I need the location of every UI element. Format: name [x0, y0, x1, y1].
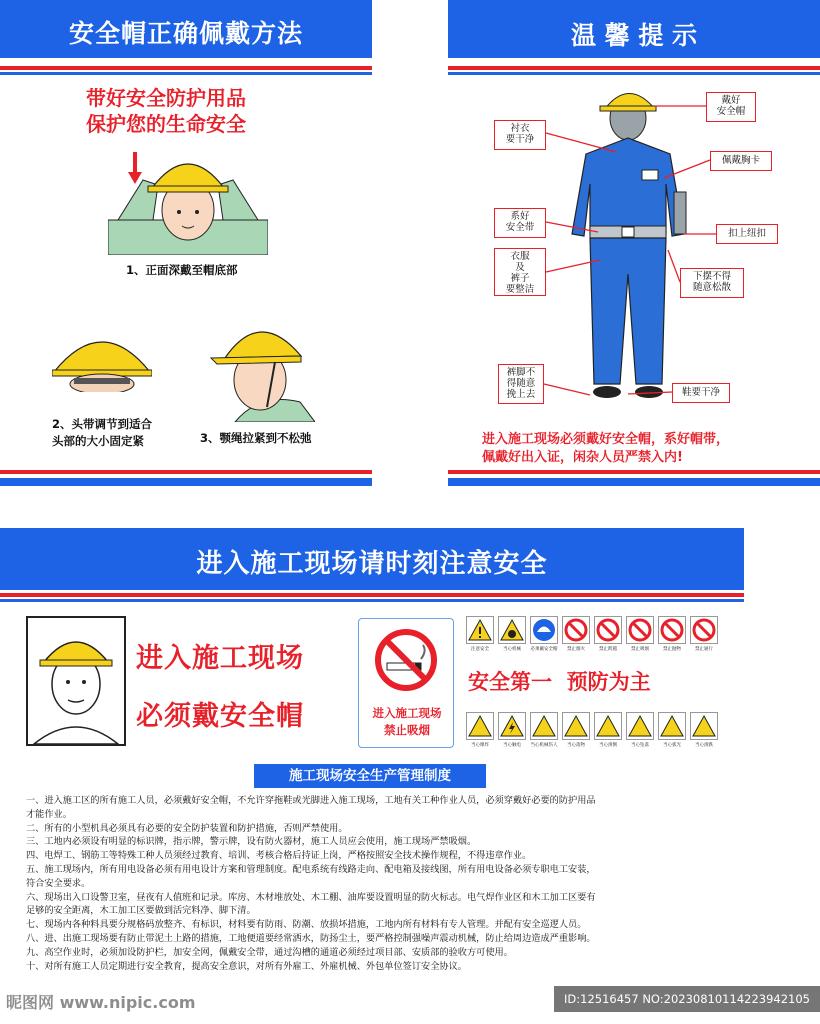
helmet-required-line-1: 进入施工现场: [136, 643, 304, 674]
callout-belt: 系好 安全带: [494, 208, 546, 238]
notice-line-2: 佩戴好出入证，闲杂人员严禁入内!: [482, 450, 683, 465]
no-smoking-card: [358, 618, 454, 748]
no-smoking-line-2: 禁止吸烟: [384, 723, 430, 737]
sign-caution-explosion: 当心爆炸: [466, 712, 494, 752]
warning-triangle-icon: [531, 713, 557, 739]
callout-shirt: 衬衣 要干净: [494, 120, 546, 150]
prohibition-icon: [691, 617, 717, 643]
panel-site-safety-title: 进入施工现场请时刻注意安全: [0, 528, 744, 590]
sign-must-wear-helmet: 必须戴安全帽: [530, 616, 558, 656]
divider-stripe: [0, 72, 372, 75]
sign-caution-general: 注意安全: [466, 616, 494, 656]
warning-triangle-icon: [467, 617, 493, 643]
warning-triangle-icon: [691, 713, 717, 739]
prohibition-icon: [659, 617, 685, 643]
step2-caption-line-2: 头部的大小固定紧: [52, 434, 144, 448]
sign-no-passage: 禁止通行: [690, 616, 718, 656]
rule-item: 八、进、出施工现场要有防止带泥土上路的措施，工地便道要经常洒水，防扬尘土，要严格控制强噪声震动机械，防止给周边造成严重影响。: [26, 932, 596, 944]
rule-item: 九、高空作业时，必须加设防护栏，加安全网，佩戴安全带，通过沟槽的通道必须经过项目部、安质部的验收方可使用。: [26, 946, 513, 958]
sign-caution-falling-objects: 当心落物: [562, 712, 590, 752]
warning-triangle-icon: [499, 713, 525, 739]
divider-stripe: [448, 478, 820, 486]
warning-triangle-icon: [659, 713, 685, 739]
sign-no-throwing: 禁止抛物: [658, 616, 686, 656]
prohibition-icon: [595, 617, 621, 643]
sign-no-fire: 禁止烟火: [562, 616, 590, 656]
sign-caution-slippery: 当心滑跌: [690, 712, 718, 752]
panel-helmet-method-title: 安全帽正确佩戴方法: [0, 0, 372, 58]
arrow-down-icon: [128, 152, 142, 184]
rule-item: 一、进入施工区的所有施工人员，必须戴好安全帽，不允许穿拖鞋或光脚进入施工现场，工地有关工种作业人员，必须穿戴好必要的防护用品: [26, 795, 596, 806]
slogan-line-2: 保护您的生命安全: [86, 112, 246, 136]
prohibition-icon: [627, 617, 653, 643]
step2-caption-line-1: 2、头带调节到适合: [52, 417, 153, 431]
safety-first-slogan: 安全第一 预防为主: [468, 670, 651, 694]
callout-shoes: 鞋要干净: [672, 383, 730, 403]
no-smoking-icon: [373, 627, 439, 693]
helmet-mandatory-icon: [531, 617, 557, 643]
sign-caution-machine-injury: 当心机械伤人: [530, 712, 558, 752]
worker-portrait-illustration: [28, 618, 124, 744]
rule-item: 六、现场出入口设警卫室，昼夜有人值班和记录。库房、木材堆放处、木工棚、油库要设置明显的防火标志。电气焊作业区和木工加工区要有: [26, 891, 596, 903]
no-smoking-line-1: 进入施工现场: [372, 706, 442, 720]
safety-signs-top-row: [466, 616, 722, 656]
sign-caution-arc-light: 当心弧光: [658, 712, 686, 752]
sign-caution-electric: 当心触电: [498, 712, 526, 752]
panel-site-safety: [0, 528, 744, 1024]
rule-item: 才能作业。: [26, 808, 72, 820]
watermark-site: 昵图网 www.nipic.com: [6, 993, 196, 1012]
callout-clothes: 衣服 及 裤子 要整洁: [494, 248, 546, 296]
sign-caution-machinery: 当心机械: [498, 616, 526, 656]
warning-triangle-icon: [499, 617, 525, 643]
divider-stripe: [0, 599, 744, 602]
callout-trouser: 裤脚不 得随意 挽上去: [498, 364, 544, 404]
rule-item: 五、施工现场内，所有用电设备必须有用电设计方案和管理制度。配电系统有线路走向、配电箱及接线图，所有用电设备必须专职电工安装，: [26, 863, 596, 875]
sign-no-smoking: 禁止吸烟: [626, 616, 654, 656]
rules-title: 施工现场安全生产管理制度: [254, 764, 486, 788]
step2-illustration: [52, 322, 152, 392]
rule-item: 七、现场内各种料具要分规格码放整齐、有标识，材料要有防雨、防潮、放损坏措施，工地内所有材料有专人管理。并配有安全巡逻人员。: [26, 919, 587, 931]
callout-helmet: 戴好 安全帽: [706, 92, 756, 122]
warning-triangle-icon: [467, 713, 493, 739]
warning-triangle-icon: [595, 713, 621, 739]
watermark-bar: [0, 984, 820, 1024]
rule-item: 符合安全要求。: [26, 877, 91, 889]
rule-item: 四、电焊工、钢筋工等特殊工种人员须经过教育、培训、考核合格后持证上岗，严格按照安全技术操作规程，不得违章作业。: [26, 850, 532, 862]
worker-portrait-frame: [26, 616, 126, 746]
divider-stripe: [0, 593, 744, 597]
step3-caption: 3、颚绳拉紧到不松弛: [200, 431, 312, 445]
watermark-id: ID:12516457 NO:20230810114223942105: [554, 986, 820, 1012]
callout-badge: 佩戴胸卡: [710, 151, 772, 171]
panel-warm-tips-title: 温 馨 提 示: [448, 0, 820, 58]
rule-item: 足够的安全距离，木工加工区要做到活完料净、脚下清。: [26, 905, 256, 917]
panel-helmet-method: [0, 0, 372, 496]
step1-caption: 1、正面深戴至帽底部: [126, 263, 238, 277]
step3-illustration: [205, 312, 315, 422]
safety-signs-bottom-row: [466, 712, 722, 752]
warning-triangle-icon: [563, 713, 589, 739]
rule-item: 三、工地内必须设有明显的标识牌，指示牌，警示牌，设有防火器材，施工人员应会使用，施工现场严禁吸烟。: [26, 836, 477, 848]
prohibition-icon: [563, 617, 589, 643]
callout-button: 扣上纽扣: [716, 224, 778, 244]
notice-line-1: 进入施工现场必须戴好安全帽，系好帽带，: [482, 432, 730, 447]
helmet-required-line-2: 必须戴安全帽: [136, 701, 304, 732]
divider-stripe: [448, 470, 820, 474]
panel-warm-tips: [448, 0, 820, 496]
rule-item: 十、对所有施工人员定期进行安全教育，提高安全意识，对所有外雇工、外雇机械、外包单位签订安全协议。: [26, 960, 467, 972]
sign-caution-fall: 当心坠落: [626, 712, 654, 752]
warning-triangle-icon: [627, 713, 653, 739]
divider-stripe: [0, 66, 372, 70]
slogan-line-1: 带好安全防护用品: [86, 86, 246, 110]
rules-list: [26, 794, 726, 973]
rule-item: 二、所有的小型机具必须具有必要的安全防护装置和防护措施，否则严禁使用。: [26, 822, 348, 834]
sign-caution-slip: 当心滑倒: [594, 712, 622, 752]
callout-hem: 下摆不得 随意松散: [680, 268, 744, 298]
sign-no-crossing: 禁止跨越: [594, 616, 622, 656]
divider-stripe: [0, 470, 372, 474]
divider-stripe: [0, 478, 372, 486]
